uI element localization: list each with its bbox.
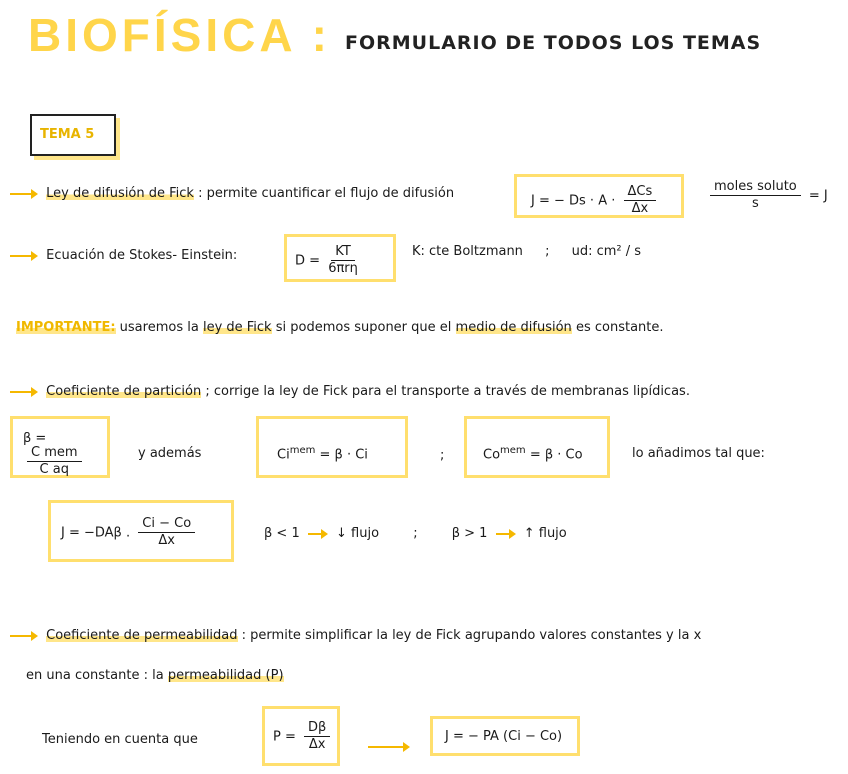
stokes-line [10, 248, 237, 263]
importante-text-2: si podemos suponer que el [275, 320, 452, 335]
boltzmann-note: K: cte Boltzmann [412, 244, 523, 259]
tema-label: TEMA 5 [40, 127, 95, 142]
j-final-box [430, 716, 580, 756]
importante-hl-2: medio de difusión [455, 320, 572, 335]
line2-hl: permeabilidad (P) [167, 668, 284, 683]
arrow-icon [10, 391, 36, 393]
arrow-icon [10, 193, 36, 195]
y-ademas: y además [138, 446, 202, 461]
line2-b: : la [143, 668, 164, 683]
stokes-num: KT [331, 245, 354, 261]
permeabilidad-name: Coeficiente de permeabilidad [46, 628, 238, 643]
importante-line [16, 320, 664, 335]
arrow-icon [308, 533, 326, 535]
units-num: moles soluto [710, 180, 801, 196]
fick-desc: : permite cuantificar el flujo de difusión [198, 186, 455, 201]
particion-line [10, 384, 690, 399]
flujo-down: ↓ flujo [336, 526, 380, 541]
beta-lt: β < 1 [264, 526, 300, 541]
ci-formula-box [256, 416, 408, 478]
j-particion-lhs: J = −DAβ . [61, 525, 131, 541]
beta-num: C mem [27, 446, 82, 462]
ci-lhs: Ci [277, 447, 290, 463]
p-num: Dβ [304, 721, 330, 737]
j-particion-num: Ci − Co [138, 517, 195, 533]
fick-num: ΔCs [624, 185, 657, 201]
co-rhs: = β · Co [529, 447, 583, 463]
fick-formula-box [514, 174, 684, 218]
fick-name: Ley de difusión de Fick [46, 186, 194, 201]
tema-box [30, 114, 116, 156]
co-formula-box [464, 416, 610, 478]
separator: ; [413, 526, 418, 541]
fick-den: Δx [631, 201, 649, 217]
beta-den: C aq [39, 462, 69, 478]
arrow-icon [496, 533, 514, 535]
ci-sup: mem [289, 445, 316, 456]
flujo-up: ↑ flujo [523, 526, 567, 541]
stokes-note [412, 244, 641, 259]
p-lhs: P = [273, 729, 296, 745]
beta-cases [264, 526, 567, 541]
beta-formula-box [10, 416, 110, 478]
co-sup: mem [500, 445, 526, 456]
j-particion-box [48, 500, 234, 562]
permeabilidad-desc: : permite simplificar la ley de Fick agrupando valores constantes y la x [241, 628, 702, 643]
importante-label: IMPORTANTE: [16, 320, 116, 335]
fick-formula-lhs: J = − Ds · A · [531, 193, 616, 209]
p-formula-box [262, 706, 340, 766]
arrow-icon [10, 255, 36, 257]
beta-lhs: β = [23, 431, 47, 446]
fick-fraction [624, 185, 657, 217]
units-rhs: = J [808, 188, 828, 204]
tal-que: lo añadimos tal que: [632, 446, 765, 461]
particion-desc: ; corrige la ley de Fick para el transporte a través de membranas lipídicas. [205, 384, 690, 399]
teniendo: Teniendo en cuenta que [42, 732, 198, 747]
stokes-formula-box [284, 234, 396, 282]
stokes-units: ud: cm² / s [571, 244, 642, 259]
p-den: Δx [308, 737, 326, 753]
stokes-den: 6πrη [328, 261, 358, 277]
particion-name: Coeficiente de partición [46, 384, 202, 399]
permeabilidad-line-2 [26, 668, 284, 683]
stokes-lhs: D = [295, 253, 321, 269]
stokes-name: Ecuación de Stokes- Einstein: [46, 248, 238, 263]
fick-line [10, 186, 454, 201]
arrow-icon [368, 746, 408, 748]
fick-units [706, 180, 828, 212]
importante-hl-1: ley de Fick [202, 320, 272, 335]
separator: ; [545, 244, 550, 259]
j-particion-den: Δx [158, 533, 175, 549]
page-title: BIOFÍSICA : [28, 9, 331, 61]
j-final: J = − PA (Ci − Co) [445, 729, 563, 744]
arrow-icon [10, 635, 36, 637]
importante-text-3: es constante. [575, 320, 664, 335]
ci-rhs: = β · Ci [319, 447, 368, 463]
separator: ; [440, 448, 445, 463]
page-subtitle: FORMULARIO DE TODOS LOS TEMAS [345, 32, 762, 54]
importante-text-1: usaremos la [119, 320, 199, 335]
line2-a: en una constante [26, 668, 140, 683]
permeabilidad-line [10, 628, 701, 643]
co-lhs: Co [483, 447, 501, 463]
beta-gt: β > 1 [451, 526, 488, 541]
units-den: s [751, 196, 759, 212]
